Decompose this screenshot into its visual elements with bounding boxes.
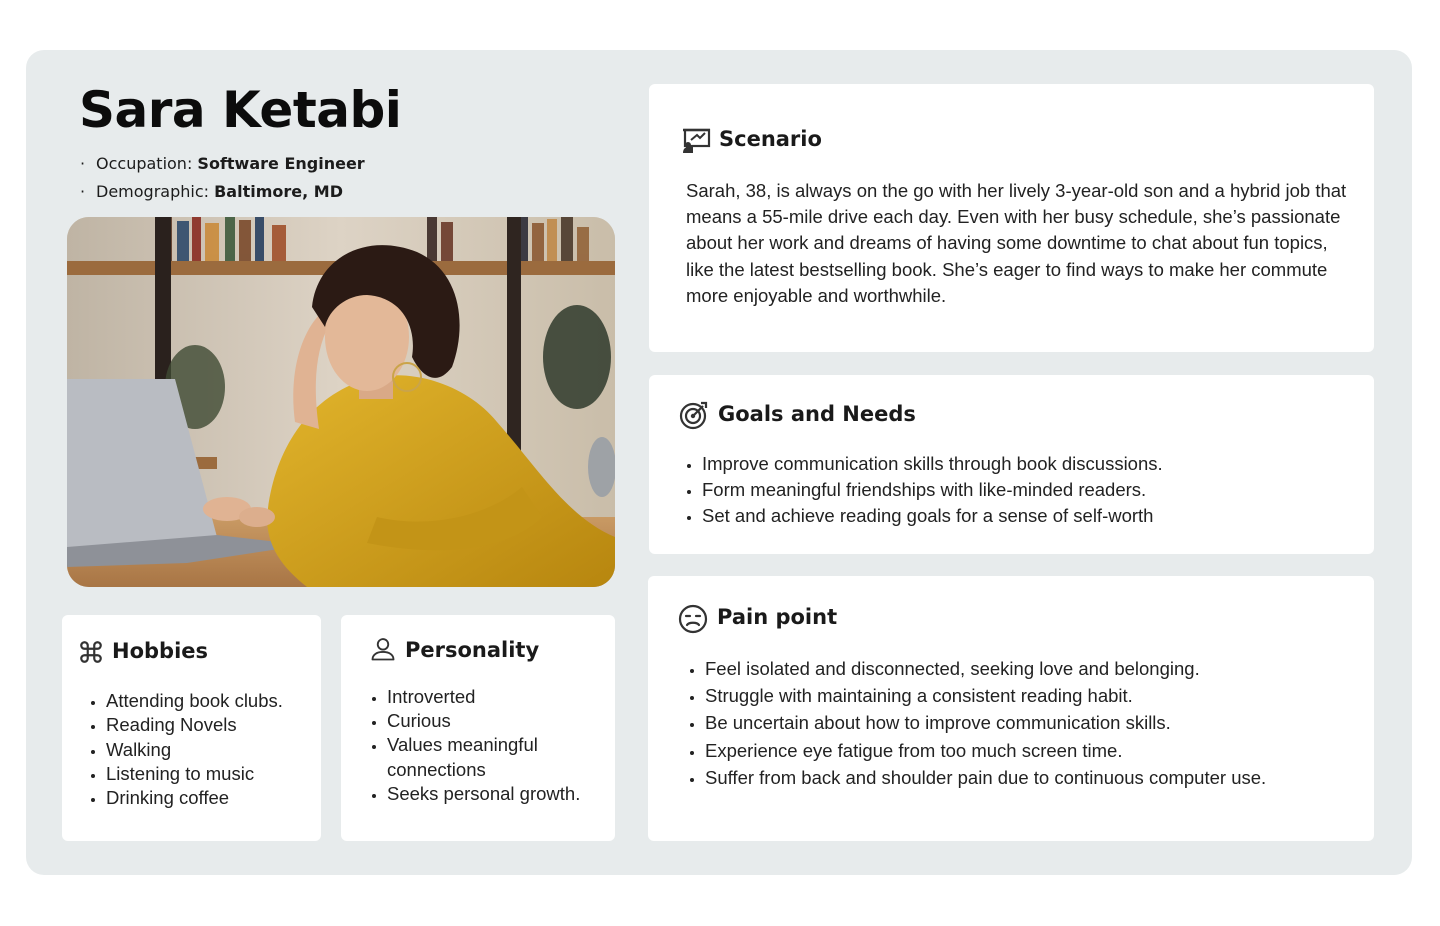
persona-photo <box>67 217 615 587</box>
list-item: • Listening to music <box>106 762 283 786</box>
demographic-row: · Demographic: Baltimore, MD <box>80 182 343 201</box>
hobbies-title: Hobbies <box>112 639 209 663</box>
scenario-title: Scenario <box>719 127 822 151</box>
pain-point-list <box>685 655 1266 791</box>
list-item: • Introverted <box>387 685 615 709</box>
list-item: • Attending book clubs. <box>106 689 283 713</box>
command-icon <box>78 639 104 665</box>
woman-at-laptop-photo <box>67 217 615 587</box>
list-item: • Struggle with maintaining a consistent reading habit. <box>705 682 1266 709</box>
list-item: • Values meaningful connections <box>387 733 615 781</box>
personality-card <box>341 615 615 841</box>
presentation-icon <box>681 126 711 154</box>
personality-title: Personality <box>405 638 540 662</box>
goals-title: Goals and Needs <box>718 402 916 426</box>
list-item: • Improve communication skills through book discussions. <box>702 451 1163 477</box>
occupation-row: · Occupation: Software Engineer <box>80 154 365 173</box>
goals-card <box>649 375 1374 554</box>
target-icon <box>679 400 709 430</box>
list-item: • Feel isolated and disconnected, seeking love and belonging. <box>705 655 1266 682</box>
frown-face-icon <box>678 604 708 634</box>
scenario-text: Sarah, 38, is always on the go with her lively 3-year-old son and a hybrid job that means a 55-mile drive each day. Even with her busy schedule, she’s passionate about her work and dreams of having some downtime to chat about fun topics, like the latest bestselling book. She’s eager to find ways to make her commute more enjoyable and worthwhile. <box>686 180 1347 306</box>
list-item: • Set and achieve reading goals for a sense of self-worth <box>702 503 1163 529</box>
pain-point-card <box>648 576 1374 841</box>
list-item: • Curious <box>387 709 615 733</box>
scenario-card <box>649 84 1374 352</box>
list-item: • Suffer from back and shoulder pain due to continuous computer use. <box>705 764 1266 791</box>
list-item: • Seeks personal growth. <box>387 782 615 806</box>
person-icon <box>369 635 397 663</box>
goals-list <box>682 451 1163 530</box>
occupation-value: Software Engineer <box>197 154 365 173</box>
list-item: • Walking <box>106 738 283 762</box>
personality-list <box>367 685 615 806</box>
hobbies-list <box>86 689 283 810</box>
list-item: • Experience eye fatigue from too much screen time. <box>705 737 1266 764</box>
list-item: • Be uncertain about how to improve communication skills. <box>705 709 1266 736</box>
hobbies-card <box>62 615 321 841</box>
list-item: • Reading Novels <box>106 713 283 737</box>
demographic-label: Demographic: <box>96 182 210 201</box>
persona-name: Sara Ketabi <box>79 81 402 139</box>
pain-point-title: Pain point <box>717 605 838 629</box>
list-item: • Form meaningful friendships with like-minded readers. <box>702 477 1163 503</box>
list-item: • Drinking coffee <box>106 786 283 810</box>
occupation-label: Occupation: <box>96 154 193 173</box>
persona-meta-list <box>80 152 365 208</box>
demographic-value: Baltimore, MD <box>214 182 343 201</box>
